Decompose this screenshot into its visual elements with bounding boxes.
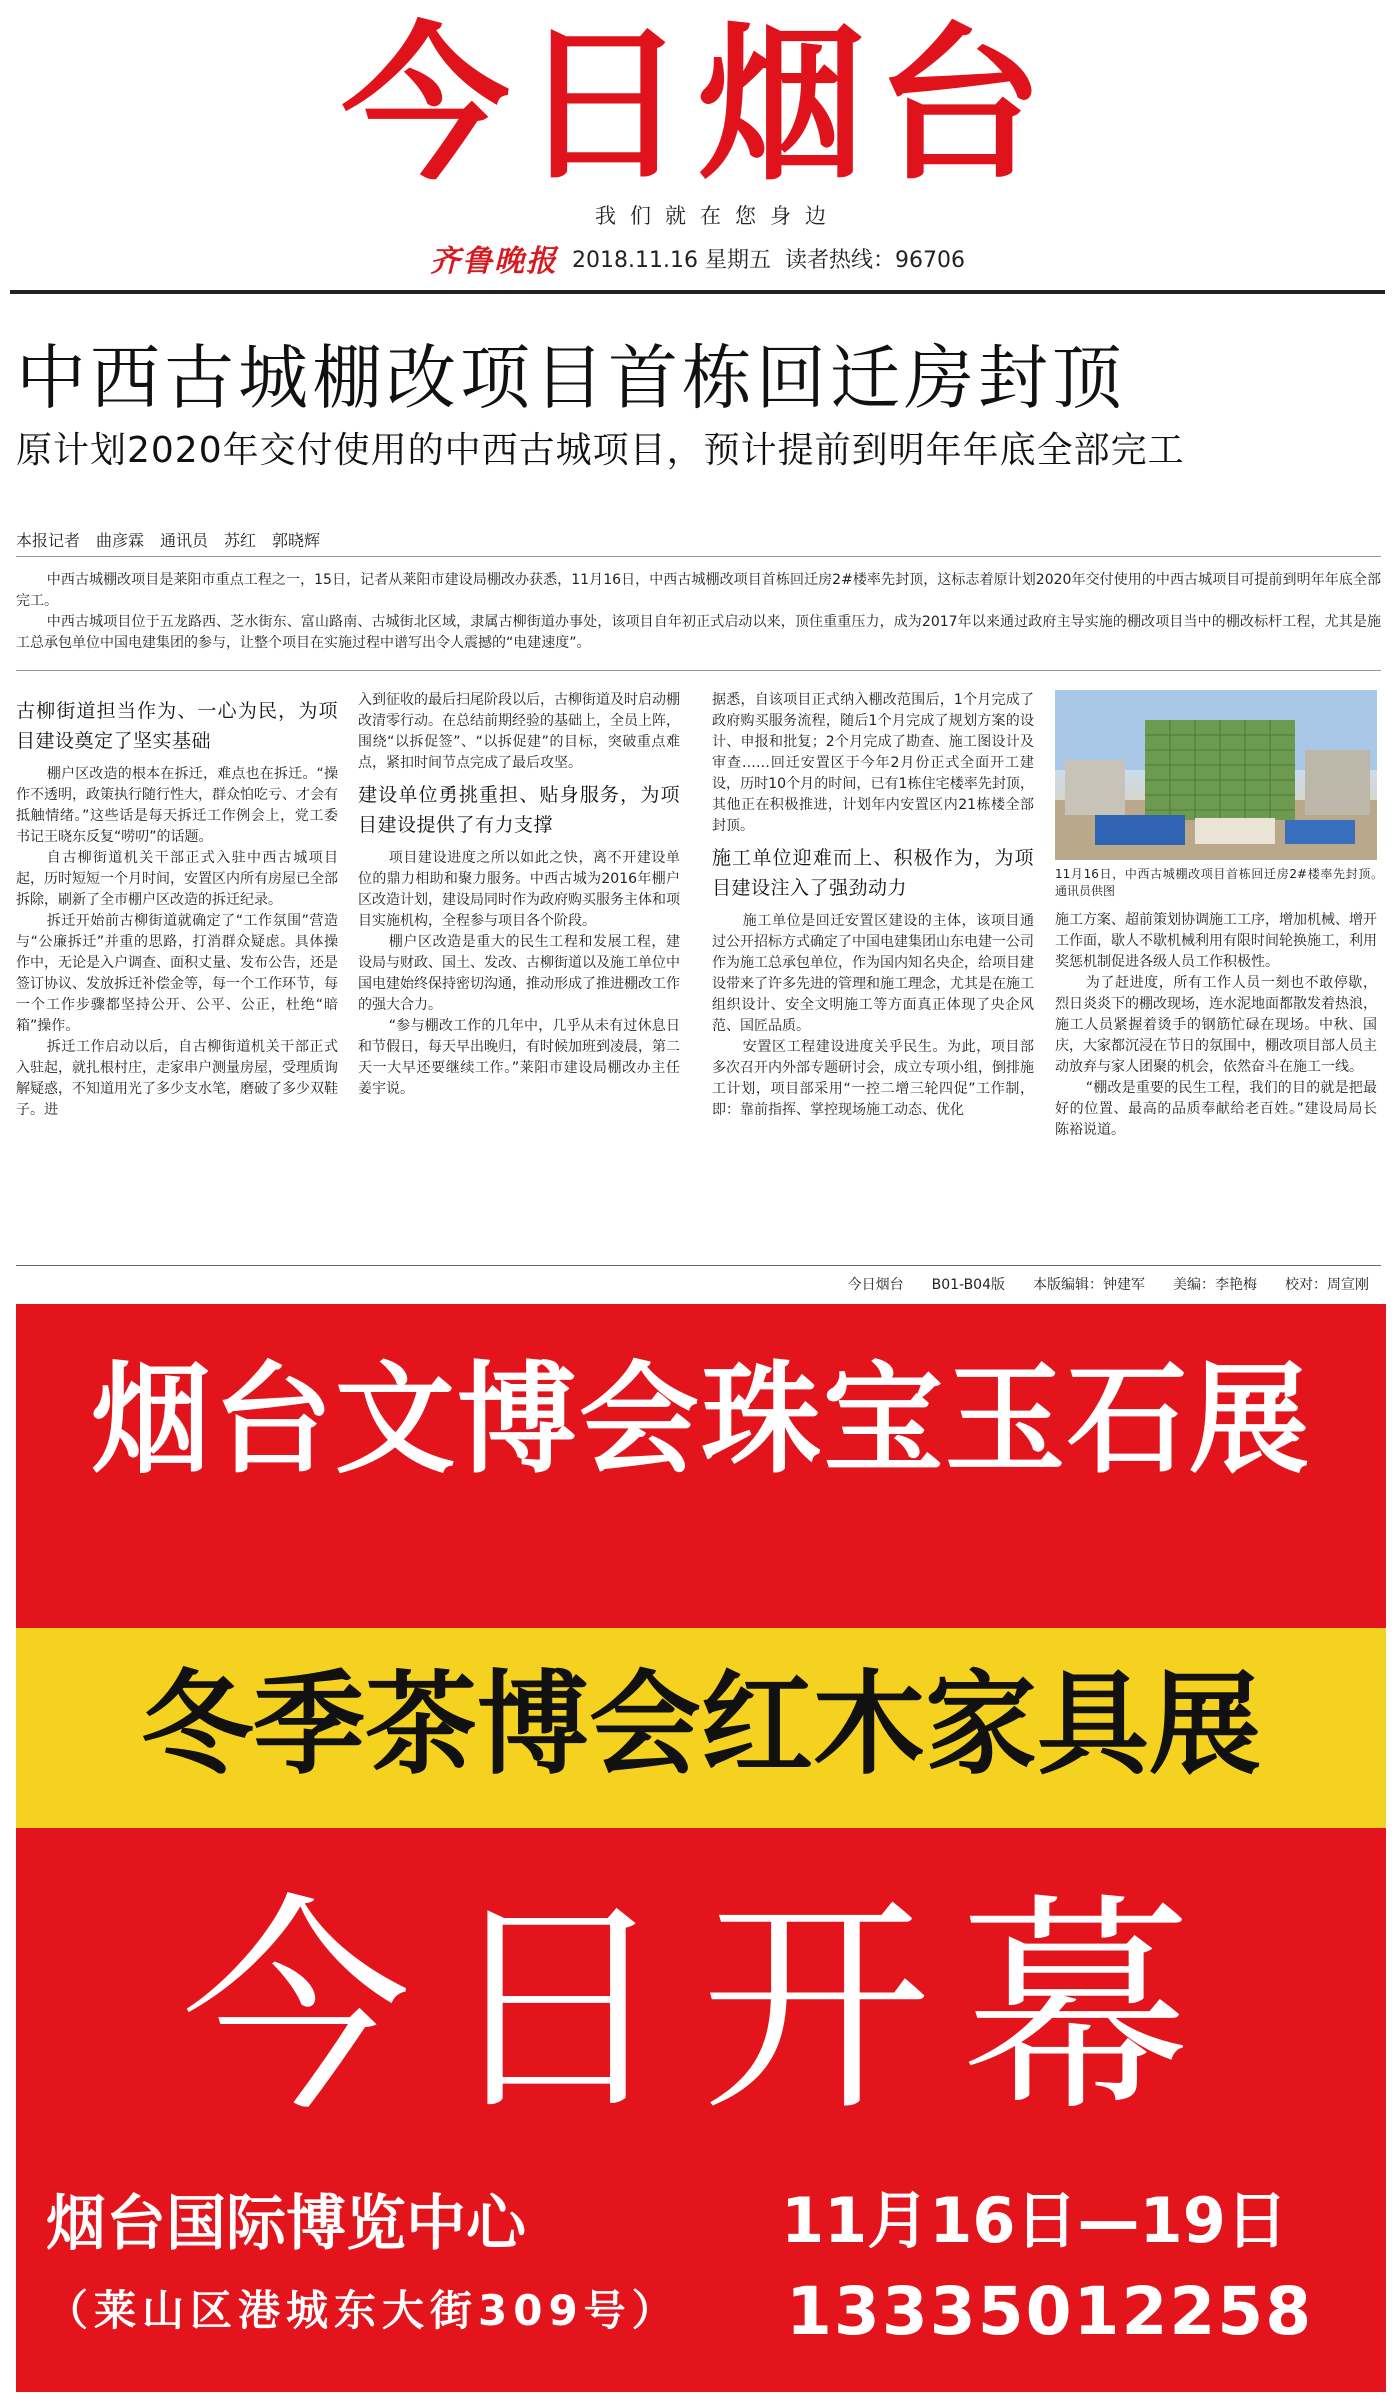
body-paragraph: 入到征收的最后扫尾阶段以后，古柳街道及时启动棚改清零行动。在总结前期经验的基础上，全员上阵，围绕“以拆促签”、“以拆促建”的目标，突破重点难点，紧扣时间节点完成了最后攻坚。 <box>358 692 680 771</box>
folio-designer: 美编：李艳梅 <box>1173 1277 1257 1293</box>
byline-divider <box>16 556 1381 557</box>
section-heading: 施工单位迎难而上、积极作为，为项目建设注入了强劲动力 <box>712 847 1034 899</box>
construction-photo <box>1055 690 1377 860</box>
body-paragraph: 施工方案、超前策划协调施工工序，增加机械、增开工作面，歇人不歇机械利用有限时间轮换施工，利用奖惩机制促进各级人员工作积极性。 <box>1055 912 1377 970</box>
issue-date: 2018.11.16 星期五 <box>572 247 771 273</box>
body-paragraph: 施工单位是回迁安置区建设的主体，该项目通过公开招标方式确定了中国电建集团山东电建一公司作为施工总承包单位，作为国内知名央企，给项目建设带来了许多先进的管理和施工理念，尤其是在施工组织设计、安全文明施工等方面真正体现了央企风范、国匠品质。 <box>712 913 1034 1034</box>
expo-advertisement <box>16 1304 1386 2392</box>
reader-hotline: 读者热线：96706 <box>784 247 965 273</box>
body-paragraph: 拆迁工作启动以后，自古柳街道机关干部正式入驻起，就扎根村庄，走家串户测量房屋，受理质询解疑惑，不知道用光了多少支水笔，磨破了多少双鞋子。进 <box>16 1039 338 1118</box>
body-paragraph: 项目建设进度之所以如此之快，离不开建设单位的鼎力相助和聚力服务。中西古城为2016年棚户区改造计划，建设局同时作为政府购买服务主体和项目实施机构，全程参与项目各个阶段。 <box>358 850 680 929</box>
body-paragraph: 自古柳街道机关干部正式入驻中西古城项目起，历时短短一个月时间，安置区内所有房屋已全部拆除，刷新了全市棚户区改造的拆迁纪录。 <box>16 850 338 908</box>
article-column-1 <box>16 690 338 1121</box>
construction-photo-illustration <box>1055 690 1377 860</box>
folio-pages: B01-B04版 <box>931 1277 1005 1293</box>
ad-dates: 11月16日—19日 <box>781 2184 1288 2257</box>
masthead-slogan: 我们就在您身边 <box>595 204 840 228</box>
ad-headline-tea-furniture: 冬季茶博会红木家具展 <box>141 1660 1261 1790</box>
headline: 中西古城棚改项目首栋回迁房封顶 <box>16 337 1126 419</box>
masthead-title: 今日烟台 <box>341 7 1054 203</box>
article-column-4 <box>1055 690 1390 1141</box>
folio-proofreader: 校对：周宣刚 <box>1285 1277 1369 1293</box>
ad-headline-jewelry: 烟台文博会珠宝玉石展 <box>91 1351 1311 1490</box>
section-heading: 古柳街道担当作为、一心为民，为项目建设奠定了坚实基础 <box>16 700 338 752</box>
body-paragraph: “棚改是重要的民生工程，我们的目的就是把最好的位置、最高的品质奉献给老百姓。”建设局局长陈裕说道。 <box>1055 1080 1377 1138</box>
ad-address: （莱山区港城东大街309号） <box>46 2286 680 2335</box>
folio-section: 今日烟台 <box>847 1277 904 1293</box>
folio-divider <box>16 1265 1381 1266</box>
section-heading: 建设单位勇挑重担、贴身服务，为项目建设提供了有力支撑 <box>358 784 680 836</box>
subheadline: 原计划2020年交付使用的中西古城项目，预计提前到明年年底全部完工 <box>16 430 1185 471</box>
masthead-info-line <box>0 238 1395 278</box>
body-paragraph: 为了赶进度，所有工作人员一刻也不敢停歇，烈日炎炎下的棚改现场，连水泥地面都散发着热浪，施工人员紧握着烫手的钢筋忙碌在现场。中秋、国庆，大家都沉浸在节日的氛围中，棚改项目部人员主动放弃与家人团聚的机会，依然奋斗在施工一线。 <box>1055 975 1377 1075</box>
photo-caption: 11月16日，中西古城棚改项目首栋回迁房2#楼率先封顶。 通讯员供图 <box>1055 867 1390 898</box>
article-column-3 <box>712 690 1034 1121</box>
body-paragraph: 安置区工程建设进度关乎民生。为此，项目部多次召开内外部专题研讨会，成立专项小组，倒排施工计划，项目部采用“一控二增三轮四促”工作制，即：靠前指挥、掌控现场施工动态、优化 <box>712 1039 1034 1118</box>
lead-paragraph: 中西古城棚改项目是莱阳市重点工程之一，15日，记者从莱阳市建设局棚改办获悉，11月16日，中西古城棚改项目首栋回迁房2#楼率先封顶，这标志着原计划2020年交付使用的中西古城项目可提前到明年年底全部完工。 <box>16 572 1381 609</box>
lead-divider <box>16 670 1381 671</box>
body-paragraph: 棚户区改造是重大的民生工程和发展工程，建设局与财政、国土、发改、古柳街道以及施工单位中国电建始终保持密切沟通，推动形成了推进棚改工作的强大合力。 <box>358 934 680 1013</box>
body-paragraph: 拆迁开始前古柳街道就确定了“工作氛围”营造与“公廉拆迁”并重的思路，打消群众疑虑。具体操作中，无论是入户调查、面积丈量、发布公告，还是签订协议、发放拆迁补偿金等，每一个工作环节，每一个工作步骤都坚持公开、公平、公正，杜绝“暗箱”操作。 <box>16 913 338 1034</box>
ad-opening-today: 今日开幕 <box>181 1876 1221 2143</box>
article-column-2 <box>358 690 680 1100</box>
ad-phone: 13335012258 <box>786 2273 1314 2350</box>
paper-logo: 齐鲁晚报 <box>430 244 559 279</box>
body-paragraph: “参与棚改工作的几年中，几乎从未有过休息日和节假日，每天早出晚归，有时候加班到凌晨，第二天一大早还要继续工作。”莱阳市建设局棚改办主任姜宇说。 <box>358 1018 680 1097</box>
folio-editor: 本版编辑：钟建军 <box>1033 1277 1145 1293</box>
byline: 本报记者 曲彦霖 通讯员 苏红 郭晓辉 <box>16 531 321 550</box>
lead-paragraphs <box>16 570 1381 654</box>
header-divider <box>10 290 1385 294</box>
page-folio <box>0 1274 1375 1298</box>
ad-venue: 烟台国际博览中心 <box>46 2189 526 2259</box>
body-paragraph: 据悉，自该项目正式纳入棚改范围后，1个月完成了政府购买服务流程，随后1个月完成了规划方案的设计、申报和批复；2个月完成了勘查、施工图设计及审查……回迁安置区于今年2月份正式全面开工建设，历时10个月的时间，已有1栋住宅楼率先封顶，其他正在积极推进，计划年内安置区内21栋楼全部封顶。 <box>712 692 1034 834</box>
body-paragraph: 棚户区改造的根本在拆迁，难点也在拆迁。“操作不透明，政策执行随行性大，群众怕吃亏、才会有抵触情绪。”这些话是每天拆迁工作例会上，党工委书记王晓东反复“唠叨”的话题。 <box>16 766 338 845</box>
lead-paragraph: 中西古城项目位于五龙路西、芝水街东、富山路南、古城街北区域，隶属古柳街道办事处，该项目自年初正式启动以来，顶住重重压力，成为2017年以来通过政府主导实施的棚改项目当中的棚改标杆工程，尤其是施工总承包单位中国电建集团的参与，让整个项目在实施过程中谱写出令人震撼的“电建速度”。 <box>16 614 1381 651</box>
